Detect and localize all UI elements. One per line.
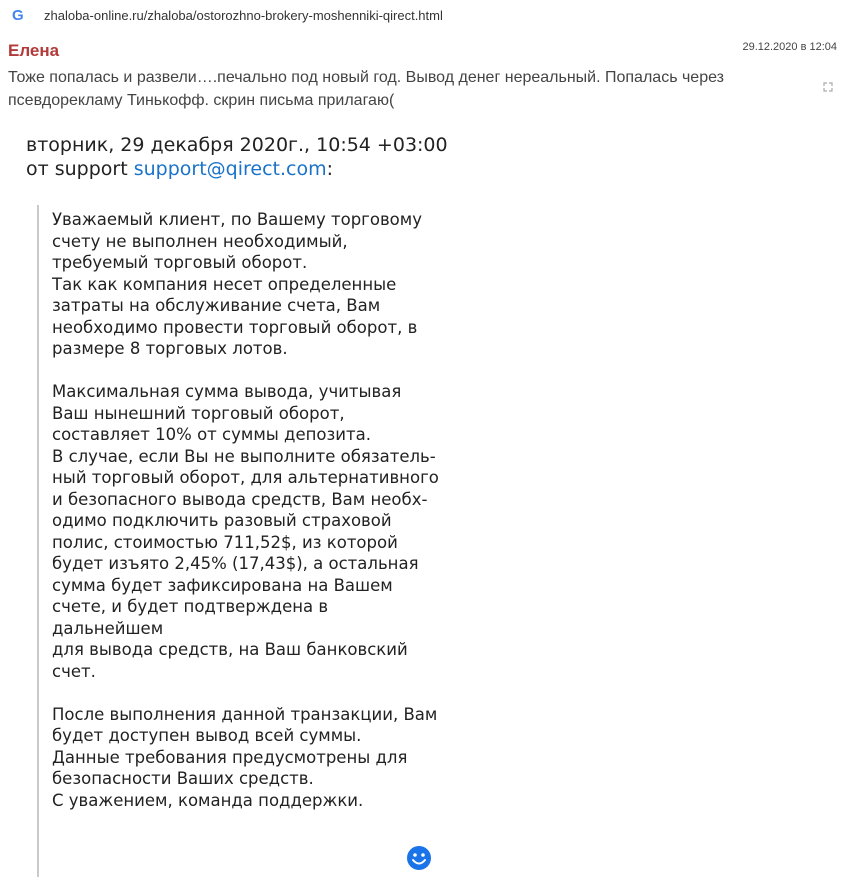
google-icon: G	[12, 7, 24, 24]
email-paragraph: Уважаемый клиент, по Вашему торговому счету не выполнен необходимый, требуемый торговый оборот. Так как компания несет определенные затраты на обслуживание счета, Вам необходимо провести торговый оборот, в размере 8 торговых лотов.	[52, 210, 422, 358]
email-header	[26, 133, 448, 181]
quote-bar	[37, 205, 39, 877]
email-screenshot	[0, 125, 843, 879]
email-from: от support support@qirect.com:	[26, 158, 334, 180]
email-paragraph: После выполнения данной транзакции, Вам будет доступен вывод всей суммы. Данные требования предусмотрены для безопасности Ваших средств. С уважением, команда поддержки.	[52, 704, 438, 810]
url-text[interactable]: zhaloba-online.ru/zhaloba/ostorozhno-brokery-moshenniki-qirect.html	[44, 8, 443, 23]
expand-icon[interactable]	[823, 82, 833, 92]
smiley-icon	[406, 845, 432, 871]
email-date: вторник, 29 декабря 2020г., 10:54 +03:00	[26, 134, 448, 156]
email-from-link[interactable]: support@qirect.com	[133, 158, 327, 180]
comment-text: Тоже попалась и развели….печально под новый год. Вывод денег нереальный. Попалась через псевдорекламу Тинькофф. скрин письма прилагаю(	[8, 69, 724, 109]
url-bar[interactable]	[0, 0, 843, 34]
email-body	[52, 209, 442, 833]
comment-date: 29.12.2020 в 12:04	[742, 41, 837, 53]
comment-author[interactable]: Елена	[8, 41, 60, 60]
email-paragraph: Максимальная сумма вывода, учитывая Ваш нынешний торговый оборот, составляет 10% от суммы депозита. В случае, если Вы не выполните обязатель- ный торговый оборот, для альтернативного и безопасного вывода средств, Вам необх- одимо подключить разовый страховой полис, стоимостью 711,52$, из которой будет изъято 2,45% (17,43$), а остальная сумма будет зафиксирована на Вашем счете, и будет подтверждена в дальнейшем для вывода средств, на Ваш банковский счет.	[52, 382, 439, 681]
